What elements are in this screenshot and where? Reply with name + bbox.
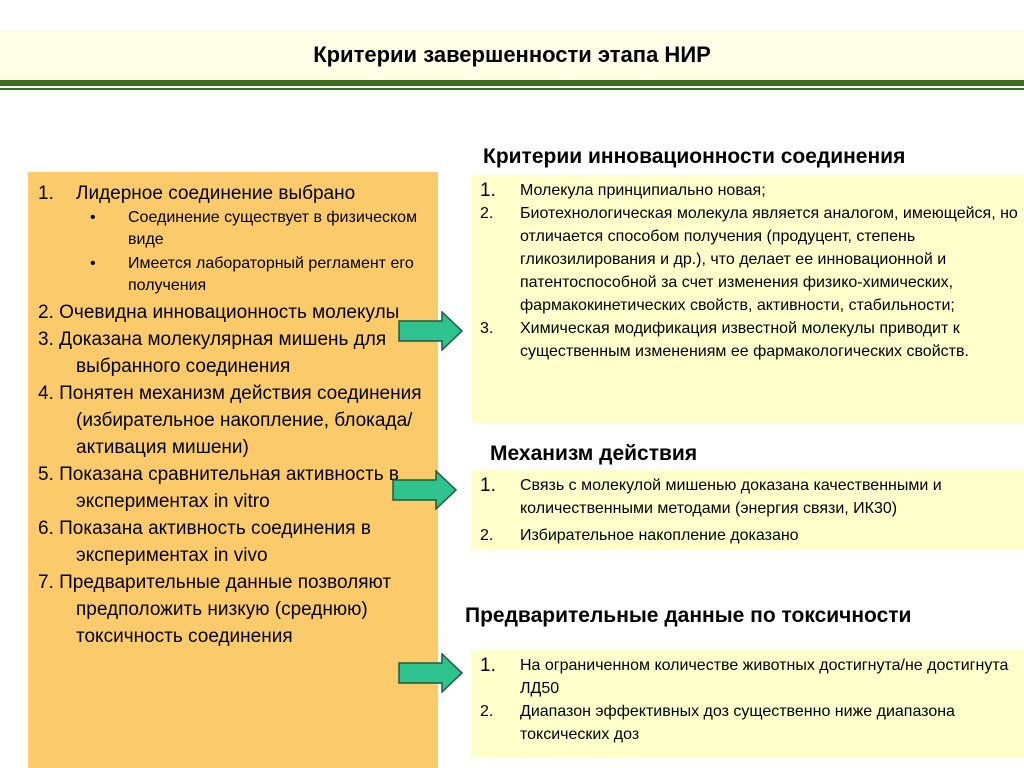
- innovation-title: Критерии инновационности соединения: [483, 145, 906, 168]
- bullet-icon: •: [90, 209, 96, 226]
- item-text: Очевидна инновационность молекулы: [59, 302, 400, 323]
- item-number: 4.: [38, 383, 54, 404]
- list-item: [480, 474, 1024, 520]
- list-item: [480, 202, 1024, 317]
- header-rule-thin: [0, 88, 1024, 90]
- item-number: 6.: [38, 518, 54, 539]
- item-text: Показана сравнительная активность в экспериментах in vitro: [59, 464, 399, 512]
- item-text: Избирательное накопление доказано: [520, 527, 799, 544]
- arrow-right-icon: [398, 311, 464, 351]
- sub-item: [90, 253, 438, 297]
- criteria-sublist: [38, 207, 438, 297]
- item-number: 1.: [480, 655, 496, 676]
- arrow-right-icon: [398, 653, 464, 693]
- item-text: Связь с молекулой мишенью доказана качественными и количественными методами (энергия связи, ИК30): [520, 477, 942, 517]
- item-text: На ограниченном количестве животных достигнута/не достигнута ЛД50: [520, 657, 1009, 697]
- criteria-item: [38, 569, 438, 650]
- innovation-box: [472, 175, 1024, 423]
- arrow-right-icon: [392, 470, 458, 510]
- sub-item: [90, 207, 438, 251]
- item-number: 2.: [38, 302, 54, 323]
- item-number: 3.: [38, 329, 54, 350]
- criteria-item: [38, 299, 438, 326]
- item-number: 2.: [480, 703, 494, 720]
- list-item: [480, 524, 1024, 547]
- item-number: 3.: [480, 320, 494, 337]
- criteria-item: [38, 380, 438, 461]
- toxicity-box: [472, 650, 1024, 758]
- item-text: Предварительные данные позволяют предположить низкую (среднюю) токсичность соединения: [59, 572, 392, 647]
- list-item: [480, 700, 1024, 746]
- item-number: 1.: [480, 180, 496, 201]
- mechanism-box: [472, 470, 1024, 550]
- page-title: Критерии завершенности этапа НИР: [313, 42, 711, 67]
- item-number: 1.: [480, 475, 496, 496]
- list-item: [480, 654, 1024, 700]
- list-item: [480, 317, 1024, 363]
- item-number: 7.: [38, 572, 54, 593]
- toxicity-title: Предварительные данные по токсичности: [465, 604, 912, 627]
- item-text: Биотехнологическая молекула является аналогом, имеющейся, но отличается способом получения (продуцент, степень гликозилирования и др.), что делает ее инновационной и патентоспособной за счет изменения физико-химических, фармакокинетических свойств, активности, стабильности;: [520, 205, 1018, 314]
- sub-item-text: Соединение существует в физическом виде: [128, 209, 418, 248]
- item-number: 1.: [38, 183, 54, 204]
- item-text: Лидерное соединение выбрано: [76, 183, 356, 204]
- item-number: 5.: [38, 464, 54, 485]
- item-number: 2.: [480, 205, 494, 222]
- criteria-item: [38, 326, 438, 380]
- header-rule-thick: [0, 80, 1024, 86]
- item-text: Химическая модификация известной молекулы приводит к существенным изменениям ее фармакологических свойств.: [520, 320, 969, 360]
- item-text: Доказана молекулярная мишень для выбранного соединения: [59, 329, 387, 377]
- criteria-item: [38, 180, 438, 207]
- completion-criteria-box: [28, 172, 438, 768]
- item-text: Диапазон эффективных доз существенно ниже диапазона токсических доз: [520, 703, 955, 743]
- list-item: [480, 179, 1024, 202]
- sub-item-text: Имеется лабораторный регламент его получения: [128, 255, 414, 294]
- item-text: Показана активность соединения в экспериментах in vivo: [59, 518, 371, 566]
- item-number: 2.: [480, 527, 494, 544]
- item-text: Понятен механизм действия соединения (избирательное накопление, блокада/активация мишени): [59, 383, 422, 458]
- bullet-icon: •: [90, 255, 96, 272]
- mechanism-title: Механизм действия: [490, 442, 698, 465]
- criteria-item: [38, 461, 438, 515]
- item-text: Молекула принципиально новая;: [520, 182, 766, 199]
- criteria-item: [38, 515, 438, 569]
- slide-header: [0, 30, 1024, 80]
